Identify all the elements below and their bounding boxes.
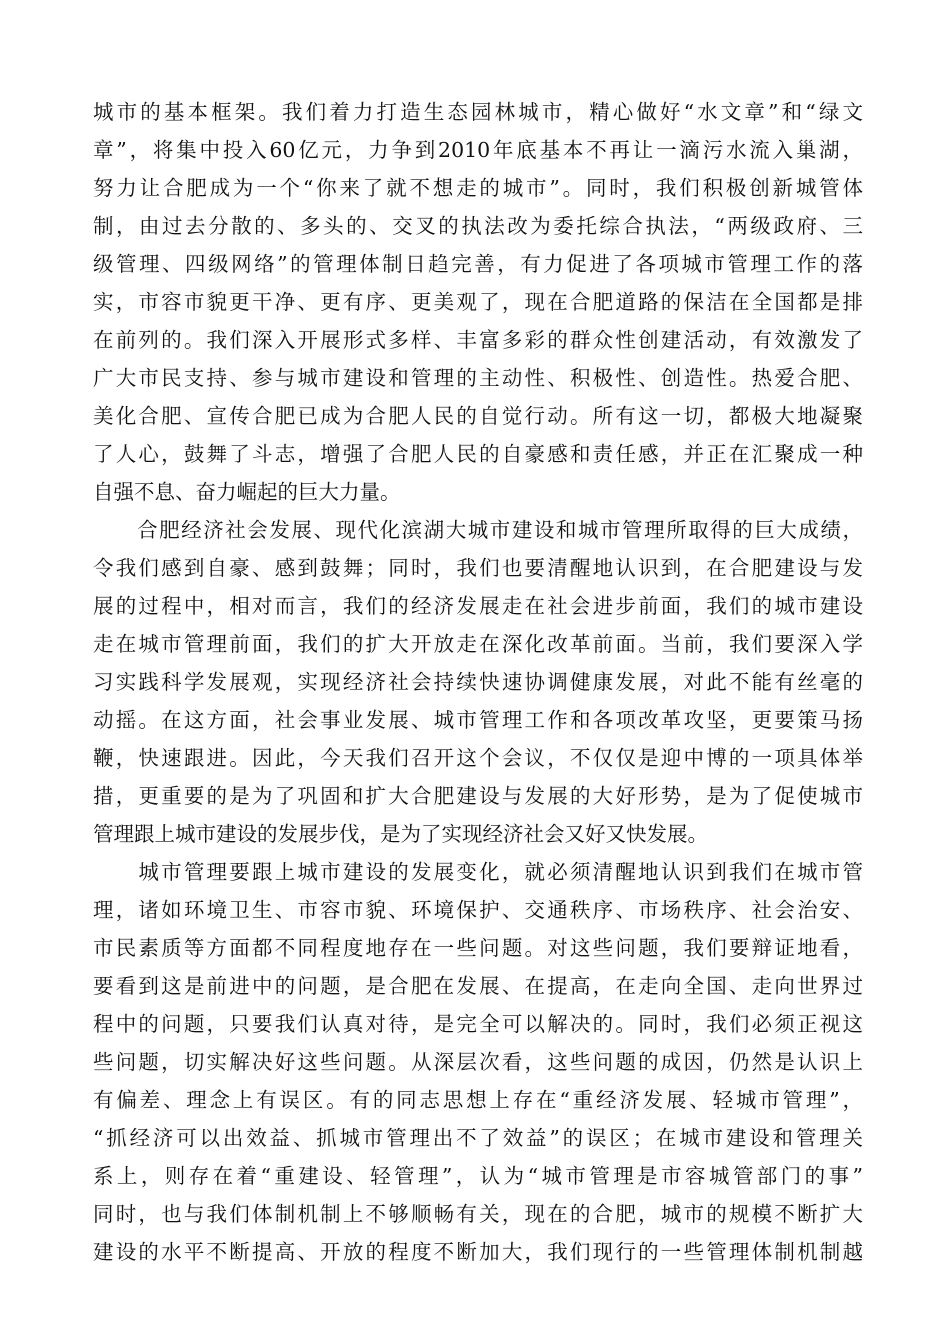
paragraph-start-line: 城市管理要跟上城市建设的发展变化，就必须清醒地认识到我们在城市管 — [93, 860, 863, 884]
text-line: 程中的问题，只要我们认真对待，是完全可以解决的。同时，我们必须正视这 — [93, 1012, 863, 1036]
text-line: 制，由过去分散的、多头的、交叉的执法改为委托综合执法，“两级政府、三 — [93, 214, 863, 238]
text-line: 同时，也与我们体制机制上不够顺畅有关，现在的合肥，城市的规模不断扩大 — [93, 1202, 863, 1226]
text-line: 有偏差、理念上有误区。有的同志思想上存在“重经济发展、轻城市管理”， — [93, 1088, 863, 1112]
text-line: 了人心，鼓舞了斗志，增强了合肥人民的自豪感和责任感，并正在汇聚成一种 — [93, 442, 863, 466]
text-line: 实，市容市貌更干净、更有序、更美观了，现在合肥道路的保洁在全国都是排 — [93, 290, 863, 314]
text-line: 在前列的。我们深入开展形式多样、丰富多彩的群众性创建活动，有效激发了 — [93, 328, 863, 352]
text-line: 系上，则存在着“重建设、轻管理”，认为“城市管理是市容城管部门的事” — [93, 1164, 863, 1188]
text-line: 动摇。在这方面，社会事业发展、城市管理工作和各项改革攻坚，更要策马扬 — [93, 708, 863, 732]
text-line: 建设的水平不断提高、开放的程度不断加大，我们现行的一些管理体制机制越 — [93, 1240, 863, 1264]
text-line: 章”，将集中投入60亿元，力争到2010年底基本不再让一滴污水流入巢湖， — [93, 138, 863, 162]
text-line: 自强不息、奋力崛起的巨大力量。 — [93, 480, 401, 504]
text-line: 习实践科学发展观，实现经济社会持续快速协调健康发展，对此不能有丝毫的 — [93, 670, 863, 694]
text-line: 理，诸如环境卫生、市容市貌、环境保护、交通秩序、市场秩序、社会治安、 — [93, 898, 863, 922]
text-line: “抓经济可以出效益、抓城市管理出不了效益”的误区；在城市建设和管理关 — [93, 1126, 863, 1150]
text-line: 管理跟上城市建设的发展步伐，是为了实现经济社会又好又快发展。 — [93, 822, 708, 846]
text-line: 努力让合肥成为一个“你来了就不想走的城市”。同时，我们积极创新城管体 — [93, 176, 863, 200]
text-line: 些问题，切实解决好这些问题。从深层次看，这些问题的成因，仍然是认识上 — [93, 1050, 863, 1074]
paragraph-start-line: 合肥经济社会发展、现代化滨湖大城市建设和城市管理所取得的巨大成绩， — [93, 518, 863, 542]
text-line: 措，更重要的是为了巩固和扩大合肥建设与发展的大好形势，是为了促使城市 — [93, 784, 863, 808]
text-line: 市民素质等方面都不同程度地存在一些问题。对这些问题，我们要辩证地看， — [93, 936, 863, 960]
text-line: 走在城市管理前面，我们的扩大开放走在深化改革前面。当前，我们要深入学 — [93, 632, 863, 656]
text-line: 令我们感到自豪、感到鼓舞；同时，我们也要清醒地认识到，在合肥建设与发 — [93, 556, 863, 580]
text-line: 美化合肥、宣传合肥已成为合肥人民的自觉行动。所有这一切，都极大地凝聚 — [93, 404, 863, 428]
text-line: 鞭，快速跟进。因此，今天我们召开这个会议，不仅仅是迎中博的一项具体举 — [93, 746, 863, 770]
text-line: 级管理、四级网络”的管理体制日趋完善，有力促进了各项城市管理工作的落 — [93, 252, 863, 276]
text-line: 城市的基本框架。我们着力打造生态园林城市，精心做好“水文章”和“绿文 — [93, 100, 863, 124]
text-line: 展的过程中，相对而言，我们的经济发展走在社会进步前面，我们的城市建设 — [93, 594, 863, 618]
text-line: 要看到这是前进中的问题，是合肥在发展、在提高，在走向全国、走向世界过 — [93, 974, 863, 998]
text-line: 广大市民支持、参与城市建设和管理的主动性、积极性、创造性。热爱合肥、 — [93, 366, 863, 390]
